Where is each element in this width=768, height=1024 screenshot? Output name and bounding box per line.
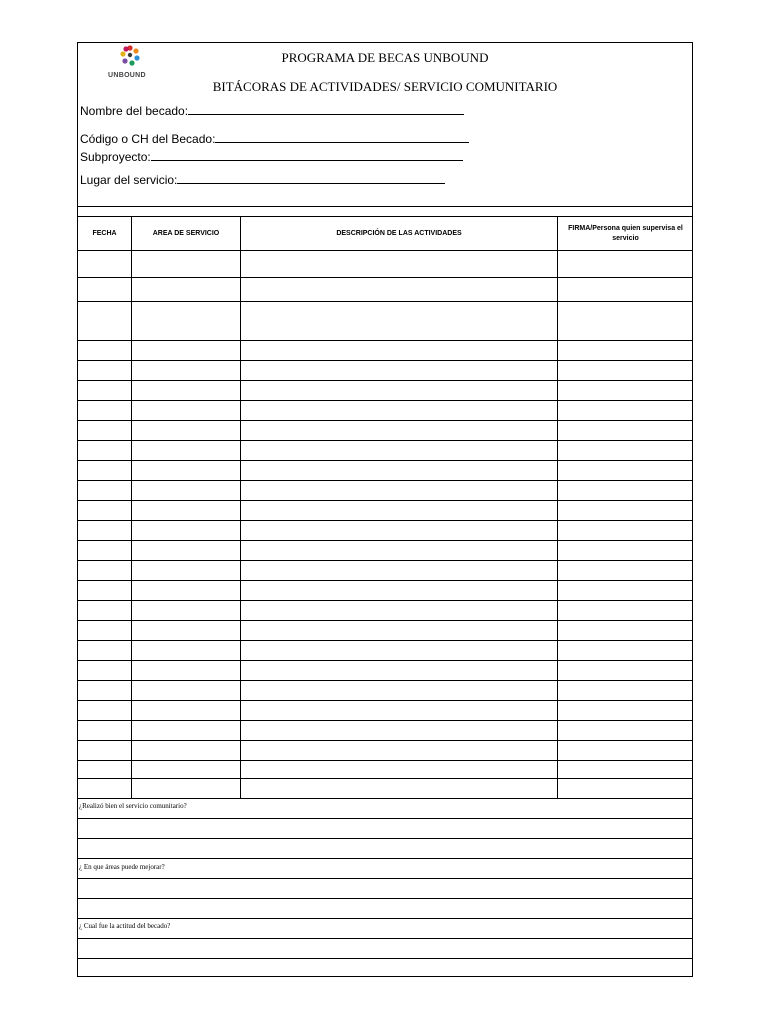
nombre-line <box>188 102 464 115</box>
codigo-label: Código o CH del Becado: <box>80 132 216 146</box>
table-row-line <box>77 760 693 761</box>
lugar-label: Lugar del servicio: <box>80 173 178 187</box>
table-row-line <box>77 660 693 661</box>
nombre-field[interactable] <box>80 102 464 118</box>
table-row-line <box>77 340 693 341</box>
logo-wordmark: UNBOUND <box>108 72 146 79</box>
question-actitud: ¿ Cual fue la actitud del becado? <box>79 922 171 930</box>
table-row-line <box>77 958 693 959</box>
table-row-line <box>77 206 693 207</box>
table-row-line <box>77 878 693 879</box>
table-row-line <box>77 938 693 939</box>
lugar-line <box>177 171 445 184</box>
question-realizo: ¿Realizó bien el servicio comunitario? <box>79 802 187 810</box>
form-subtitle: BITÁCORAS DE ACTIVIDADES/ SERVICIO COMUNITARIO <box>212 79 558 94</box>
table-row-line <box>77 858 693 859</box>
table-row-line <box>77 250 693 251</box>
table-row-line <box>77 600 693 601</box>
table-row-line <box>77 640 693 641</box>
table-row-line <box>77 400 693 401</box>
table-column-line <box>131 216 132 798</box>
table-row-line <box>77 460 693 461</box>
table-row-line <box>77 480 693 481</box>
col-header-area: AREA DE SERVICIO <box>152 229 220 237</box>
table-row-line <box>77 818 693 819</box>
nombre-label: Nombre del becado: <box>80 104 189 118</box>
col-header-fecha: FECHA <box>92 229 117 237</box>
lugar-field[interactable] <box>80 171 445 187</box>
codigo-field[interactable] <box>80 130 469 146</box>
table-row-line <box>77 580 693 581</box>
table-row-line <box>77 778 693 779</box>
table-row-line <box>77 740 693 741</box>
subproyecto-field[interactable] <box>80 148 463 164</box>
question-mejorar: ¿ En que áreas puede mejorar? <box>79 863 165 871</box>
table-row-line <box>77 500 693 501</box>
table-row-line <box>77 838 693 839</box>
table-row-line <box>77 720 693 721</box>
subproyecto-line <box>151 148 463 161</box>
table-row-line <box>77 301 693 302</box>
table-row-line <box>77 380 693 381</box>
table-row-line <box>77 540 693 541</box>
col-header-firma: FIRMA/Persona quien supervisa el servicio <box>568 224 683 242</box>
table-row-line <box>77 918 693 919</box>
table-column-line <box>557 216 558 798</box>
table-row-line <box>77 420 693 421</box>
codigo-line <box>215 130 469 143</box>
subproyecto-label: Subproyecto: <box>80 150 151 164</box>
table-row-line <box>77 620 693 621</box>
table-column-line <box>240 216 241 798</box>
table-row-line <box>77 360 693 361</box>
table-row-line <box>77 560 693 561</box>
form-title: PROGRAMA DE BECAS UNBOUND <box>281 50 489 65</box>
table-row-line <box>77 680 693 681</box>
table-row-line <box>77 277 693 278</box>
table-row-line <box>77 700 693 701</box>
table-row-line <box>77 520 693 521</box>
table-row-line <box>77 898 693 899</box>
table-row-line <box>77 798 693 799</box>
table-row-line <box>77 440 693 441</box>
col-header-descripcion: DESCRIPCIÓN DE LAS ACTIVIDADES <box>336 229 462 237</box>
